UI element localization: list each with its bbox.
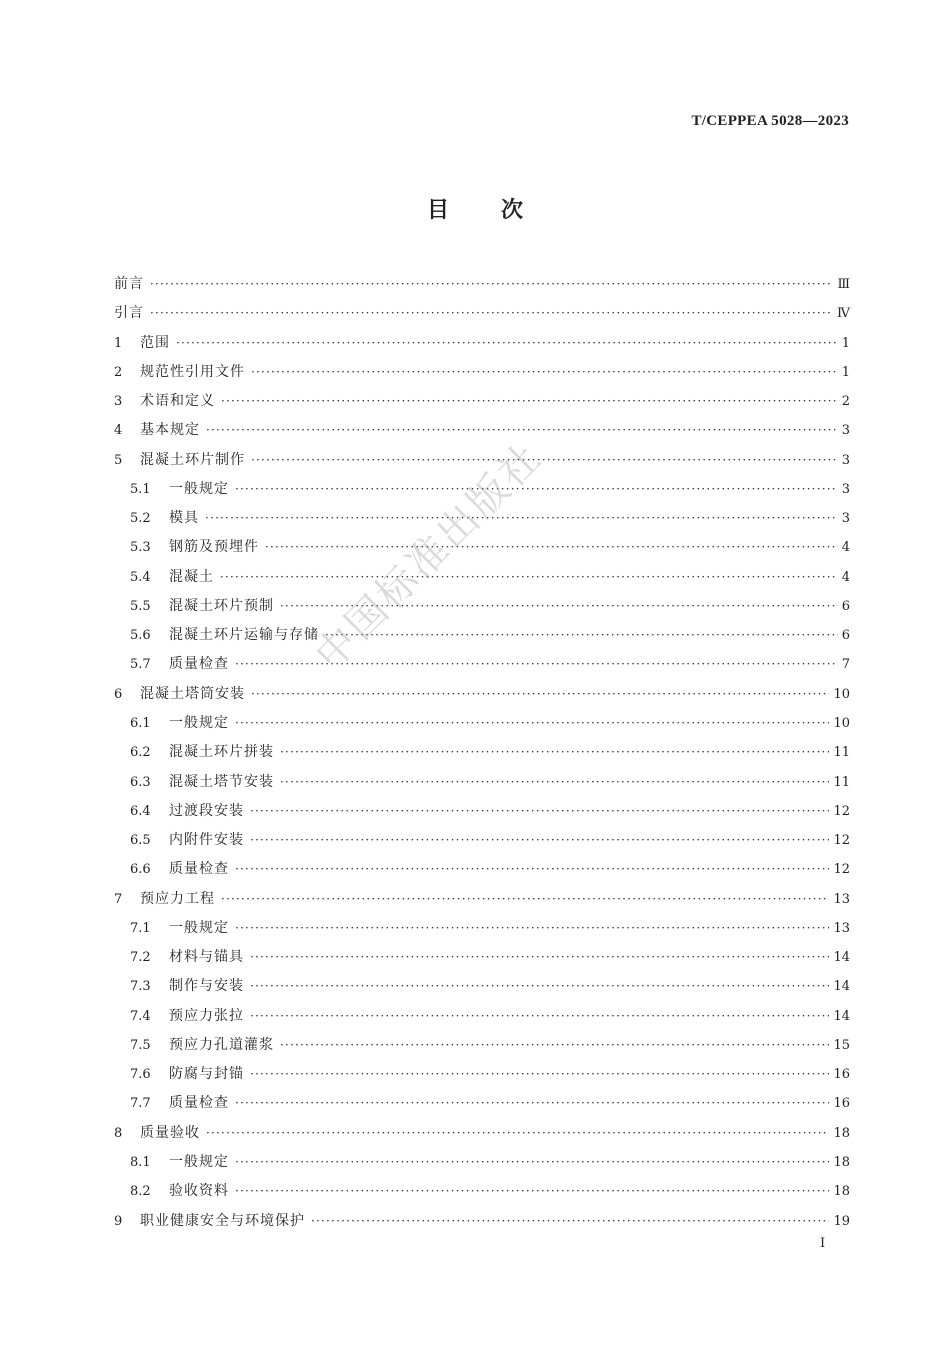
toc-entry-title: 质量验收 [140, 1124, 200, 1141]
toc-entry-title: 质量检查 [169, 656, 229, 673]
toc-entry-page: 3 [841, 511, 850, 527]
toc-entry[interactable] [114, 1060, 850, 1089]
toc-entry-number: 7.7 [130, 1096, 151, 1112]
toc-dot-leader [280, 592, 838, 621]
toc-entry-number: 7.4 [130, 1008, 151, 1024]
toc-entry-number: 5.6 [130, 628, 151, 644]
toc-dot-leader [250, 1002, 829, 1031]
toc-entry[interactable] [114, 270, 850, 299]
toc-dot-leader [265, 533, 838, 562]
toc-entry[interactable] [114, 592, 850, 621]
toc-entry-page: 13 [833, 920, 850, 936]
table-of-contents [114, 270, 850, 1236]
toc-entry[interactable] [114, 329, 850, 358]
toc-entry[interactable] [114, 504, 850, 533]
toc-dot-leader [280, 738, 829, 767]
toc-dot-leader [250, 797, 829, 826]
toc-entry-number: 5.7 [130, 657, 151, 673]
toc-entry-title: 质量检查 [169, 1095, 229, 1112]
toc-entry-number: 7.5 [130, 1037, 151, 1053]
toc-dot-leader [235, 1177, 829, 1206]
standard-code: T/CEPPEA 5028—2023 [691, 113, 849, 129]
toc-entry-title: 一般规定 [169, 714, 229, 731]
toc-entry-title: 职业健康安全与环境保护 [140, 1212, 305, 1229]
toc-entry-number: 8.2 [130, 1184, 151, 1200]
publisher-watermark: 中国标准出版社 [306, 433, 552, 679]
toc-entry-title: 预应力工程 [140, 890, 215, 907]
toc-dot-leader [325, 621, 838, 650]
toc-entry-page: 11 [833, 774, 850, 790]
toc-dot-leader [206, 1119, 829, 1148]
toc-entry-title: 一般规定 [169, 1153, 229, 1170]
toc-entry-title: 制作与安装 [169, 978, 244, 995]
toc-entry-page: 16 [833, 1067, 850, 1083]
toc-entry-page: 15 [833, 1037, 850, 1053]
toc-dot-leader [235, 475, 838, 504]
toc-dot-leader [150, 299, 833, 328]
toc-entry[interactable] [114, 621, 850, 650]
toc-entry[interactable] [114, 1031, 850, 1060]
toc-entry-number: 6.6 [130, 862, 151, 878]
toc-entry[interactable] [114, 1148, 850, 1177]
toc-entry-page: 2 [841, 394, 850, 410]
toc-dot-leader [221, 885, 829, 914]
toc-entry-number: 6.2 [130, 745, 151, 761]
toc-entry-number: 7.2 [130, 950, 151, 966]
toc-entry-page: 18 [833, 1154, 850, 1170]
toc-entry[interactable] [114, 533, 850, 562]
toc-entry-title: 混凝土塔筒安装 [140, 685, 245, 702]
toc-entry-title: 预应力孔道灌浆 [169, 1036, 274, 1053]
toc-entry-number: 8 [114, 1125, 123, 1141]
toc-entry-title: 基本规定 [140, 422, 200, 439]
toc-entry-page: 4 [841, 569, 850, 585]
toc-entry[interactable] [114, 972, 850, 1001]
toc-entry-title: 内附件安装 [169, 832, 244, 849]
toc-entry-page: 11 [833, 745, 850, 761]
toc-entry[interactable] [114, 1002, 850, 1031]
toc-entry-page: 3 [841, 423, 850, 439]
toc-entry[interactable] [114, 1089, 850, 1118]
toc-entry-page: 3 [841, 452, 850, 468]
toc-entry-title: 材料与锚具 [169, 949, 244, 966]
toc-entry[interactable] [114, 914, 850, 943]
toc-entry[interactable] [114, 768, 850, 797]
toc-entry-title: 钢筋及预埋件 [169, 539, 259, 556]
toc-entry-number: 2 [114, 364, 123, 380]
toc-dot-leader [250, 826, 829, 855]
toc-entry-title: 前言 [114, 276, 144, 292]
toc-dot-leader [250, 943, 829, 972]
toc-entry[interactable] [114, 738, 850, 767]
toc-dot-leader [251, 446, 838, 475]
toc-entry-page: 1 [841, 364, 850, 380]
toc-entry-title: 一般规定 [169, 919, 229, 936]
toc-entry-title: 混凝土塔节安装 [169, 773, 274, 790]
toc-entry-page: 14 [833, 979, 850, 995]
toc-entry[interactable] [114, 885, 850, 914]
toc-entry[interactable] [114, 680, 850, 709]
toc-dot-leader [221, 387, 838, 416]
toc-entry[interactable] [114, 855, 850, 884]
toc-dot-leader [235, 1089, 829, 1118]
toc-entry-number: 5.2 [130, 511, 151, 527]
toc-entry-page: 12 [833, 803, 850, 819]
toc-dot-leader [220, 563, 838, 592]
toc-entry-title: 术语和定义 [140, 393, 215, 410]
toc-entry-title: 过渡段安装 [169, 802, 244, 819]
toc-entry-number: 7.1 [130, 920, 151, 936]
toc-entry-number: 7.3 [130, 979, 151, 995]
toc-entry-page: 7 [841, 657, 850, 673]
toc-entry-number: 6.5 [130, 833, 151, 849]
toc-entry[interactable] [114, 1119, 850, 1148]
toc-dot-leader [235, 855, 829, 884]
toc-entry-page: 10 [833, 715, 850, 731]
toc-entry-number: 6 [114, 686, 123, 702]
toc-entry-title: 规范性引用文件 [140, 363, 245, 380]
toc-entry-number: 5.5 [130, 598, 151, 614]
toc-entry-title: 混凝土环片运输与存储 [169, 627, 319, 644]
toc-dot-leader [280, 768, 829, 797]
toc-entry[interactable] [114, 1177, 850, 1206]
toc-entry[interactable] [114, 387, 850, 416]
page-title: 目次 [426, 198, 575, 223]
toc-entry[interactable] [114, 943, 850, 972]
toc-dot-leader [206, 416, 838, 445]
toc-entry-title: 验收资料 [169, 1183, 229, 1200]
toc-entry-title: 预应力张拉 [169, 1007, 244, 1024]
toc-entry-page: 12 [833, 833, 850, 849]
toc-entry-number: 1 [114, 335, 123, 351]
toc-entry-title: 模具 [169, 510, 199, 527]
toc-entry-page: 6 [841, 628, 850, 644]
toc-entry-page: 14 [833, 1008, 850, 1024]
toc-entry-page: 18 [833, 1125, 850, 1141]
toc-entry-number: 5.3 [130, 540, 151, 556]
toc-dot-leader [235, 1148, 829, 1177]
toc-dot-leader [176, 329, 838, 358]
toc-entry[interactable] [114, 416, 850, 445]
toc-dot-leader [235, 650, 838, 679]
toc-entry[interactable] [114, 358, 850, 387]
toc-entry-title: 防腐与封锚 [169, 1066, 244, 1083]
toc-entry-number: 6.3 [130, 774, 151, 790]
toc-dot-leader [250, 1060, 829, 1089]
toc-entry-number: 6.1 [130, 715, 151, 731]
toc-entry-title: 混凝土 [169, 568, 214, 585]
toc-dot-leader [280, 1031, 829, 1060]
toc-dot-leader [150, 270, 833, 299]
toc-entry-title: 混凝土环片预制 [169, 597, 274, 614]
toc-dot-leader [235, 914, 829, 943]
toc-entry-page: 3 [841, 481, 850, 497]
toc-entry-page: 16 [833, 1096, 850, 1112]
toc-entry-page: 1 [841, 335, 850, 351]
toc-dot-leader [311, 1207, 829, 1236]
toc-entry-page: 14 [833, 950, 850, 966]
toc-entry-page: Ⅲ [837, 277, 850, 292]
toc-entry-number: 4 [114, 423, 123, 439]
toc-entry-title: 一般规定 [169, 480, 229, 497]
toc-entry-page: 13 [833, 891, 850, 907]
toc-dot-leader [251, 358, 838, 387]
toc-entry-page: 10 [833, 686, 850, 702]
toc-entry-number: 5.4 [130, 569, 151, 585]
toc-entry-page: 6 [841, 598, 850, 614]
toc-entry-title: 引言 [114, 305, 144, 322]
toc-entry[interactable] [114, 709, 850, 738]
toc-entry-title: 混凝土环片制作 [140, 451, 245, 468]
toc-entry-number: 6.4 [130, 803, 151, 819]
toc-entry-page: 12 [833, 862, 850, 878]
toc-entry[interactable] [114, 299, 850, 328]
toc-dot-leader [251, 680, 829, 709]
toc-entry[interactable] [114, 446, 850, 475]
toc-entry-page: 18 [833, 1184, 850, 1200]
toc-entry[interactable] [114, 797, 850, 826]
toc-entry-number: 8.1 [130, 1154, 151, 1170]
toc-dot-leader [205, 504, 838, 533]
toc-entry-page: 4 [841, 540, 850, 556]
toc-entry[interactable] [114, 475, 850, 504]
toc-dot-leader [235, 709, 829, 738]
toc-entry[interactable] [114, 650, 850, 679]
toc-entry-number: 7.6 [130, 1067, 151, 1083]
toc-entry[interactable] [114, 1207, 850, 1236]
page-folio: Ⅰ [820, 1236, 826, 1251]
toc-entry[interactable] [114, 826, 850, 855]
toc-entry-number: 5.1 [130, 481, 151, 497]
toc-entry-title: 范围 [140, 334, 170, 351]
toc-dot-leader [250, 972, 829, 1001]
toc-entry-page: Ⅳ [837, 306, 850, 322]
toc-entry-title: 质量检查 [169, 861, 229, 878]
toc-entry-title: 混凝土环片拼装 [169, 744, 274, 761]
toc-entry-number: 7 [114, 891, 123, 907]
toc-entry-number: 9 [114, 1213, 123, 1229]
toc-entry-page: 19 [833, 1213, 850, 1229]
toc-entry[interactable] [114, 563, 850, 592]
toc-entry-number: 5 [114, 452, 123, 468]
toc-entry-number: 3 [114, 394, 123, 410]
